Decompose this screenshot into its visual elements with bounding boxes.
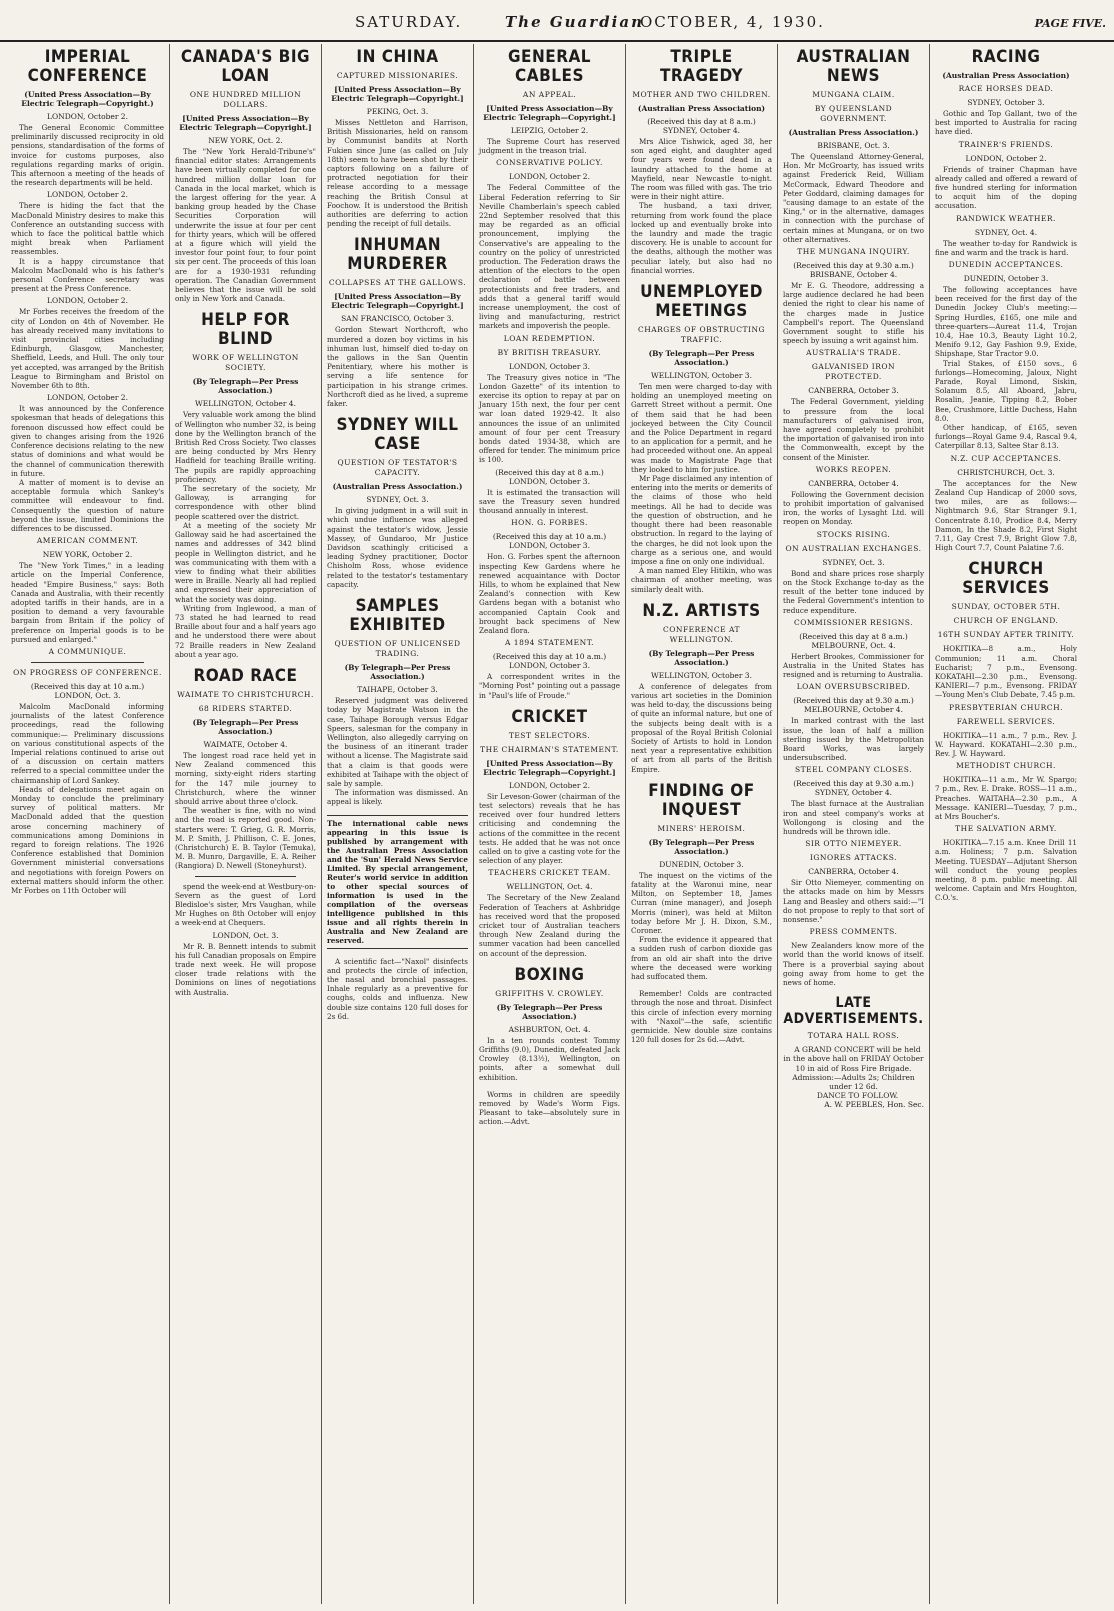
subheading: 68 RIDERS STARTED. [198, 703, 293, 713]
divider [31, 662, 144, 663]
dateline: DUNEDIN, October 3. [659, 859, 744, 869]
subheading: MINERS' HEROISM. [657, 823, 746, 833]
body-paragraph: At a meeting of the society Mr Galloway said he had ascertained the names and addresses of 342 blind people in Wellington district, and he was communicating with them with a view to finding what their abilities were in Braille. Nearly all had replied and expressed their appreciation of what the society was doing. [175, 520, 316, 604]
body-paragraph: The acceptances for the New Zealand Cup Handicap of 2000 sovs, two miles, are as follows:—Nightmarch 9.6, Star Stranger 9.1, Concentrate 8.10, Prodice 8.4, Merry Damon, In the Shade 8.2, First Sight 7.11, Gay Crest 7.9, Bright Glow 7.8, High Court 7.7, Count Palatine 7.6. [935, 478, 1077, 553]
body-paragraph: The Treasury gives notice in "The London Gazette" of its intention to exercise its option to repay at par on January 15th next, the four per cent war loan dated 1929-42. It also announces the issue of an unlimited amount of four per cent Treasury bonds dated 1934-38, which are offered for tender. The minimum price is 100. [479, 372, 620, 465]
subheading: PRESS COMMENTS. [809, 927, 898, 937]
subheading: QUESTION OF UNLICENSED TRADING. [334, 639, 461, 659]
article-triple-tragedy [631, 48, 772, 275]
subheading: RACE HORSES DEAD. [958, 84, 1054, 93]
subheading: AUSTRALIA'S TRADE. [806, 348, 901, 358]
newspaper-columns [6, 44, 1108, 1604]
wire-credit: [United Press Association—By Electric Telegraph—Copyright.] [331, 292, 464, 311]
dateline: LONDON, October 2. [47, 112, 128, 121]
dateline: WELLINGTON, Oct. 4. [506, 882, 593, 892]
column-6 [778, 44, 930, 1604]
headline: RACING [971, 47, 1041, 67]
notice-text: The international cable news appearing in this issue is published by arrangement with the Australian Press Association and the 'Sun' Herald News Service Limited. By special arrangement, Reuter's world service in addition to other special sources of information is used in the compilation of the overseas intelligence published in this issue and all rights therein in Australia and New Zealand are reserved. [327, 818, 468, 945]
headline: IN CHINA [356, 47, 439, 67]
wire-credit: (By Telegraph—Per Press Association.) [648, 648, 755, 667]
subheading: N.Z. CUP ACCEPTANCES. [950, 453, 1062, 463]
subheading: ON AUSTRALIAN EXCHANGES. [785, 543, 922, 553]
dateline: (Received this day at 10 a.m.) LONDON, October 3. [492, 652, 607, 671]
subheading: METHODIST CHURCH. [956, 761, 1056, 771]
wire-credit: [United Press Association—By Electric Telegraph—Copyright.] [483, 104, 616, 122]
wire-credit: (Australian Press Association.) [332, 482, 463, 492]
article-in-china [327, 48, 468, 228]
subheading: DUNEDIN ACCEPTANCES. [948, 260, 1064, 270]
divider [195, 876, 296, 877]
article-samples-exhibited [327, 597, 468, 806]
body-paragraph: The General Economic Committee preliminarily discussed reciprocity in old pensions, standardisation of the forms of invoice for customs purposes, also regulations regarding marks of origin. This afternoon a meeting of the heads of the research departments will be held. [11, 123, 164, 188]
article-racing [935, 48, 1077, 552]
headline: N.Z. ARTISTS [642, 600, 761, 621]
subheading: QUESTION OF TESTATOR'S CAPACITY. [337, 458, 458, 478]
body-paragraph: Mr R. B. Bennett intends to submit his full Canadian proposals on Empire trade next week. He will propose closer trade relations with the Dominions on lines of negotiations with Australia. [175, 941, 316, 997]
article-imperial-conference [11, 48, 164, 895]
dateline: CANBERRA, October 4. [808, 478, 899, 488]
subheading: GALVANISED IRON PROTECTED. [811, 362, 896, 382]
wire-credit: (United Press Association—By Electric Telegraph—Copyright.) [21, 90, 154, 108]
body-paragraph: Reserved judgment was delivered today by Magistrate Watson in the case, Taihape Borough versus Edgar Speers, salesman for the company in Wellington, also allegedly carrying on the business of an itinerant trader without a license. The Magistrate said that a claim is that goods were exhibited at Taihape with the object of sale by sample. [327, 696, 468, 788]
subheading: GRIFFITHS V. CROWLEY. [495, 988, 604, 998]
masthead-date: OCTOBER, 4, 1930. [640, 13, 825, 31]
subheading: STOCKS RISING. [816, 529, 891, 539]
headline: INHUMAN MURDERER [347, 235, 448, 275]
subheading: COLLAPSES AT THE GALLOWS. [328, 278, 467, 288]
body-paragraph: Sir Otto Niemeyer, commenting on the attacks made on him by Messrs Lang and Beasley and others said:—"I do not propose to reply to that sort of nonsense." [783, 878, 924, 924]
body-paragraph: A conference of delegates from various art societies in the Dominion was held to-day, the discussions being of quite an informal nature, but one of the subjects being dealt with is a proposal of the Royal British Colonial Society of Artists to hold in London next year a representative exhibition of art from all parts of the British Empire. [631, 681, 772, 774]
wire-credit: [United Press Association—By Electric Telegraph—Copyright.] [179, 114, 312, 132]
body-paragraph: The information was dismissed. An appeal is likely. [327, 788, 468, 807]
dateline: WELLINGTON, October 3. [651, 670, 752, 680]
dateline: SYDNEY, Oct. 3. [822, 557, 885, 567]
article-sydney-will-case [327, 416, 468, 589]
dateline: TAIHAPE, October 3. [357, 685, 438, 695]
wire-credit: (Australian Press Association) [942, 71, 1070, 80]
headline: IMPERIAL CONFERENCE [27, 47, 148, 86]
body-paragraph: The Federal Government, yielding to pressure from the local manufacturers of galvanised iron, have agreed completely to prohibit the importation of galvanised iron into the Commonwealth, except by the consent of the Minister. [783, 397, 924, 462]
headline: HELP FOR BLIND [201, 310, 290, 350]
body-paragraph: Friends of trainer Chapman have already called and offered a reward of five hundred sterling for information to acquit him of the doping accusation. [935, 164, 1077, 211]
dateline: (Received this day at 10 a.m.) LONDON, Oct. 3. [30, 681, 145, 700]
article-general-cables [479, 48, 620, 700]
article-finding-of-inquest [631, 782, 772, 981]
dateline: LEIPZIG, October 2. [510, 126, 589, 135]
subheading: TRAINER'S FRIENDS. [958, 139, 1054, 149]
wire-credit: (Australian Press Association.) [788, 128, 919, 137]
subheading: SIR OTTO NIEMEYER. [805, 839, 902, 849]
subheading: LOAN REDEMPTION. [503, 333, 596, 343]
body-paragraph: The following acceptances have been received for the first day of the Dunedin Jockey Club's meeting:— Spring Hurdles, £165, one mile and three-quarters—Aureat 11.4, Trojan 10.4, Hae 10.3, Beauty Light 10.2, Menifo 9.12, Gay Fashion 9.9, Exide, Shipshape, Star Tractor 9.0. [935, 285, 1077, 359]
body-paragraph: Mr Page disclaimed any intention of entering into the merits or demerits of the claims of those who held meetings. All he had to decide was the question of obstruction, and he thought there had been reasonable obstruction. In regard to the laying of the charges, he did not look upon the charge as a serious one, and would impose a fine on only one individual. [631, 474, 772, 566]
body-paragraph: The Supreme Court has reserved judgment in the treason trial. [479, 137, 620, 156]
body-paragraph: The "New York Herald-Tribune's" financial editor states: Arrangements have been virtually completed for one hundred million dollar loan for Canada in the local market, which is the largest offering for the year. A banking group headed by the Chase Securities Corporation will underwrite the issue at four per cent for thirty years, which will be offered at a figure which will yield the investor four point four, to four point six per cent. The proceeds of this loan are for a 1930-1931 refunding operation. The Canadian Government believes that the issue will be sold only in New York and Canada. [175, 147, 316, 304]
wire-credit: (By Telegraph—Per Press Association.) [648, 837, 755, 856]
subheading: 16TH SUNDAY AFTER TRINITY. [937, 630, 1075, 640]
body-paragraph: The husband, a taxi driver, returning from work found the place locked up and eventually broke into the laundry and made the tragic discovery. He is unable to account for the deaths, although the mother was peculiar lately, but also had no financial worries. [631, 201, 772, 275]
body-paragraph: spend the week-end at Westbury-on-Severn as the guest of Lord Bledisloe's sister, Mrs Vaughan, while Mr Hughes on 8th October will enjoy a week-end at Chequers. [175, 881, 316, 928]
subheading: HON. G. FORBES. [511, 518, 588, 528]
cable-news-notice [327, 815, 468, 949]
article-australian-news [783, 48, 924, 987]
body-paragraph: The Secretary of the New Zealand Federation of Teachers at Ashbridge has received word that the proposed cricket tour of Australian teachers through New Zealand during the summer vacation had been cancelled on account of the depression. [479, 893, 620, 958]
dateline: LONDON, October 2. [509, 172, 590, 182]
advertisement-text: Worms in children are speedily removed by Wade's Worm Figs. Pleasant to take—absolutely sure in action.—Advt. [479, 1089, 620, 1127]
dateline: SYDNEY, Oct. 4. [974, 227, 1038, 237]
advertisement-naxol [631, 989, 772, 1044]
body-paragraph: Herbert Brookes, Commissioner for Australia in the United States has resigned and is returning to Australia. [783, 651, 924, 680]
body-paragraph: Ten men were charged to-day with holding an unemployed meeting on Garrett Street without a permit. One of them said that he had been jockeyed between the City Council and the Police Department in regard to an application for a permit, and he had proceeded without one. An appeal was made to Magistrate Page that they looked to him for justice. [631, 382, 772, 474]
body-paragraph: The Federal Committee of the Liberal Federation referring to Sir Neville Chamberlain's speech cabled 22nd September resolved that this may be regarded as an official pronouncement, implying the Conservative's are appealing to the country on the policy of unrestricted production. The Federation draws the attention of the electors to the open declaration of battle between protectionists and free traders, and adds that a general tariff would increase unemployment, the cost of living and manufacturing, restrict markets and impoverish the people. [479, 183, 620, 331]
body-paragraph: Bond and share prices rose sharply on the Stock Exchange to-day as the result of the better tone induced by the Federal Government's intention to reduce expenditure. [783, 568, 924, 615]
dateline: (Received this day at 8 a.m.) LONDON, October 3. [495, 467, 604, 486]
subheading: RANDWICK WEATHER. [956, 213, 1056, 223]
masthead-page-number: PAGE FIVE. [1034, 17, 1106, 30]
body-paragraph: HOKITIKA—7.15 a.m. Knee Drill 11 a.m. Holiness; 7 p.m. Salvation Meeting. TUESDAY—Adjutant Sherson will conduct the young peoples meeting, 8 p.m. public meeting. All welcome. Captain and Mrs Houghton, C.O.'s. [935, 838, 1077, 903]
dateline: DUNEDIN, October 3. [963, 274, 1049, 284]
body-paragraph: Mrs Alice Tishwick, aged 38, her son aged eight, and daughter aged four years were found dead in a laundry attached to the home at Mayfield, near Newcastle to-night. The room was filled with gas. The trio were in their night attire. [631, 137, 772, 202]
dateline: ASHBURTON, Oct. 4. [508, 1024, 591, 1034]
subheading: CONSERVATIVE POLICY. [496, 158, 603, 168]
dateline: WAIMATE, October 4. [203, 739, 288, 749]
dateline: (Received this day at 10 a.m.) LONDON, October 3. [492, 532, 607, 551]
subheading: CAPTURED MISSIONARIES. [336, 71, 459, 80]
body-paragraph: The "New York Times," in a leading article on the Imperial Conference, headed "Empire Business," says: Both Canada and Australia, with their recently adopted tariffs in their hands, are in a position to demand a very favourable bargain from Britain if the policy of preference on Imperial goods is to be pursued and enlarged." [11, 561, 164, 644]
body-paragraph: A correspondent writes in the "Morning Post" pointing out a passage in "Paul's life of Froude." [479, 672, 620, 700]
subheading: FAREWELL SERVICES. [956, 716, 1056, 726]
body-paragraph: The blast furnace at the Australian iron and steel company's works at Wollongong is closing and the hundreds will be thrown idle. [783, 799, 924, 836]
dateline: LONDON, October 2. [47, 393, 128, 403]
wire-credit: (By Telegraph—Per Press Association.) [496, 1002, 603, 1021]
body-paragraph: In giving judgment in a will suit in which undue influence was alleged against the testator's widow, Jessie Massey, of Gundaroo, Mr Justice Davidson scathingly criticised a leading Sydney practitioner, Doctor Chisholm Ross, whose evidence related to the testator's testamentary capacity. [327, 506, 468, 589]
advertisement-text: DANCE TO FOLLOW. [816, 1091, 899, 1101]
dateline: NEW YORK, October 2. [42, 550, 133, 560]
headline: BOXING [514, 964, 585, 985]
body-paragraph: Gothic and Top Gallant, two of the best imported to Australia for racing have died. [935, 109, 1077, 137]
headline: GENERAL CABLES [507, 47, 592, 86]
body-paragraph: HOKITIKA—8 a.m., Holy Communion; 11 a.m. Choral Eucharist; 7 p.m., Evensong. KOKATAHI—2.30 p.m., Evensong. KANIERI—7 p.m., Evensong. FRIDAY—Young Men's Club Debate, 7.45 p.m. [935, 644, 1077, 700]
body-paragraph: The inquest on the victims of the fatality at the Waronui mine, near Milton, on September 18, James Curran (mine manager), and Joseph Morris (miner), was held at Milton today before Mr J. H. Dixon, S.M., Coroner. [631, 870, 772, 935]
subheading: WORKS REOPEN. [815, 464, 892, 474]
article-boxing [479, 966, 620, 1082]
wire-credit: [United Press Association—By Electric Telegraph—Copyright.] [483, 758, 616, 777]
dateline: BRISBANE, Oct. 3. [817, 141, 890, 150]
body-paragraph: Sir Leveson-Gower (chairman of the test selectors) reveals that he has received over four hundred letters criticising and condemning the actions of the committee in the recent tests. He added that he was not once called on to give a casting vote for the selection of any player. [479, 791, 620, 866]
body-paragraph: New Zealanders know more of the world than the world knows of itself. There is a proverbial saying about going away from home to get the news of home. [783, 941, 924, 987]
subheading: AMERICAN COMMENT. [36, 536, 139, 546]
body-paragraph: A man named Eley Hitikin, who was chairman of another meeting, was similarly dealt with. [631, 566, 772, 594]
column-3 [322, 44, 474, 1604]
subheading: TEACHERS CRICKET TEAM. [488, 868, 611, 878]
article-inhuman-murderer [327, 236, 468, 408]
body-paragraph: From the evidence it appeared that a sudden rush of carbon dioxide gas from an old air shaft into the drive where the deceased were working had suffocated them. [631, 935, 772, 981]
dateline: (Received this day at 9.30 a.m.) BRISBANE, October 4. [793, 261, 914, 280]
subheading: BY BRITISH TREASURY. [497, 347, 602, 357]
late-advertisements [783, 995, 924, 1109]
body-paragraph: The Queensland Attorney-General, Hon. Mr McGroarty, has issued writs against Frederick Reid, William McCormack, Edward Theodore and Peter Goddard, claiming damages for "causing damage to an estate of the King," or in the alternative, damages in connection with the purchase of certain mines at Mungana, or on two other alternatives. [783, 152, 924, 244]
subheading: CHARGES OF OBSTRUCTING TRAFFIC. [637, 325, 766, 345]
masthead [0, 0, 1114, 42]
dateline: WELLINGTON, October 4. [195, 399, 296, 409]
advertisement-text: Remember! Colds are contracted through the nose and throat. Disinfect this circle of infection every morning with "Naxol"—the safe, scientific germicide. New double size contains 120 full doses for 2s 6d.—Advt. [631, 989, 772, 1045]
advertisement-text: A scientific fact—"Naxol" disinfects and protects the circle of infection, the nasal and bronchial passages. Inhale regularly as a preventive for coughs, colds and influenza. New double size contains 120 full doses for 2s 6d. [327, 956, 468, 1021]
headline: UNEMPLOYED MEETINGS [640, 282, 763, 322]
dateline: SYDNEY, Oct. 3. [366, 495, 429, 505]
body-paragraph: Mr Forbes receives the freedom of the city of London on 4th of November. He has already received many invitations to visit provincial cities including Edinburgh, Glasgow, Manchester, Sheffield, Leeds, and Hull. The only tour yet accepted, was arranged by the British League to Birmingham and Bristol on November 6th to 8th. [11, 307, 164, 391]
masthead-paper-title: The Guardian [505, 13, 644, 31]
advertisement-heading: TOTARA HALL ROSS. [807, 1031, 900, 1041]
body-paragraph: It is a happy circumstance that Malcolm MacDonald who is his father's personal Conference secretary was present at the Press Conference. [11, 256, 164, 294]
headline: CRICKET [511, 706, 588, 727]
dateline: LONDON, October 2. [47, 190, 128, 200]
article-cricket [479, 708, 620, 958]
body-paragraph: The longest road race held yet in New Zealand commenced this morning, sixty-eight riders starting for the 147 mile journey to Christchurch, where the winner should arrive about three o'clock. [175, 750, 316, 806]
section-heading: LATE ADVERTISEMENTS. [783, 995, 924, 1028]
article-road-race [175, 667, 316, 997]
subheading: CHURCH OF ENGLAND. [953, 616, 1059, 626]
subheading: SUNDAY, OCTOBER 5TH. [951, 602, 1061, 612]
column-7 [930, 44, 1082, 1604]
dateline: LONDON, October 2. [509, 780, 590, 790]
headline: SAMPLES EXHIBITED [349, 596, 446, 636]
subheading: COMMISSIONER RESIGNS. [793, 617, 914, 627]
body-paragraph: The weather to-day for Randwick is fine and warm and the track is hard. [935, 238, 1077, 257]
subheading: A COMMUNIQUE. [48, 646, 127, 656]
masthead-day: SATURDAY. [355, 13, 463, 31]
wire-credit: (By Telegraph—Per Press Association.) [192, 717, 299, 736]
body-paragraph: Hon. G. Forbes spent the afternoon inspecting Kew Gardens where he renewed acquaintance with Doctor Hills, to whom he explained that New Zealand's connection with Kew Gardens began with a botanist who accompanied Captain Cook and brought back specimens of New Zealand flora. [479, 552, 620, 635]
body-paragraph: Malcolm MacDonald informing journalists of the latest Conference proceedings, read the following communique:— Preliminary discussions on various constitutional aspects of the Imperial relations continued to arise out of a discussion on certain matters referred to a special committee under the chairmanship of Lord Sankey. [11, 701, 164, 785]
headline: TRIPLE TRAGEDY [659, 47, 744, 86]
subheading: THE MUNGANA INQUIRY. [797, 247, 910, 257]
subheading: TEST SELECTORS. [508, 730, 591, 740]
subheading: WORK OF WELLINGTON SOCIETY. [192, 353, 299, 373]
article-unemployed-meetings [631, 283, 772, 594]
body-paragraph: In marked contrast with the last issue, the loan of half a million sterling issued by the Metropolitan Board Works, was largely undersubscribed. [783, 716, 924, 763]
body-paragraph: A matter of moment is to devise an acceptable formula which Sankey's committee will endeavour to find. Consequently the question of nature beyond the issue, limited Dominions the differences to be discussed. [11, 477, 164, 533]
dateline: LONDON, October 2. [47, 296, 128, 306]
wire-credit: (By Telegraph—Per Press Association.) [648, 349, 755, 368]
subheading: WAIMATE TO CHRISTCHURCH. [177, 689, 314, 699]
advertisement-worm-figs [479, 1090, 620, 1127]
article-canadas-big-loan [175, 48, 316, 303]
subheading: AN APPEAL. [522, 90, 577, 99]
body-paragraph: Other handicap, of £165, seven furlongs—Royal Game 9.4, Rascal 9.4, Caterpillar 8.13, Saltee Star 8.13. [935, 423, 1077, 451]
headline: CANADA'S BIG LOAN [180, 47, 311, 86]
body-paragraph: The weather is fine, with no wind and the road is reported good. Non-starters were: T. Grieg, G. R. Morris, M. P. Smith, J. Phillison, C. E. Jones, (Christchurch) E. B. Taylor (Temuka), M. B. Munro, Dargaville, E. A. Reiher (Rangiora) D. Newell (Stoneyhurst). [175, 806, 316, 871]
headline: AUSTRALIAN NEWS [796, 47, 911, 86]
article-help-for-blind [175, 311, 316, 658]
wire-credit: (By Telegraph—Per Press Association.) [344, 663, 451, 682]
column-5 [626, 44, 778, 1604]
subheading: ON PROGRESS OF CONFERENCE. [13, 667, 162, 677]
headline: CHURCH SERVICES [962, 559, 1050, 599]
column-1 [6, 44, 170, 1604]
subheading: MOTHER AND TWO CHILDREN. [632, 90, 771, 99]
column-4 [474, 44, 626, 1604]
subheading: CONFERENCE AT WELLINGTON. [663, 624, 740, 644]
headline: ROAD RACE [193, 665, 298, 686]
dateline: (Received this day at 8 a.m.) SYDNEY, October 4. [647, 117, 756, 135]
subheading: A 1894 STATEMENT. [505, 638, 594, 648]
body-paragraph: HOKITIKA—11 a.m., Mr W. Spargo; 7 p.m., Rev. E. Drake. ROSS—11 a.m., Preaches. WAITAHA—2.30 p.m., A Message. KANIERI—Tuesday, 7 p.m., at Mrs Boucher's. [935, 775, 1077, 821]
article-nz-artists [631, 602, 772, 774]
headline: SYDNEY WILL CASE [336, 415, 459, 455]
body-paragraph: Gordon Stewart Northcroft, who murdered a dozen boy victims in his inhuman lust, himself died to-day on the gallows in the San Quentin Penitentiary, where his mother is serving a life sentence for participation in his strange crimes. Northcroft died as he lived, a supreme faker. [327, 325, 468, 409]
wire-credit: (Australian Press Association) [637, 104, 766, 113]
body-paragraph: HOKITIKA—11 a.m., 7 p.m., Rev. J. W. Hayward. KOKATAHI—2.30 p.m., Rev. J. W. Hayward. [935, 730, 1077, 758]
dateline: (Received this day at 9.30 a.m.) MELBOURNE, October 4. [793, 696, 914, 715]
body-paragraph: There is hiding the fact that the MacDonald Ministry desires to make this Conference an outstanding success with which to face the political battle which might break when Parliament reassembles. [11, 201, 164, 257]
body-paragraph: In a ten rounds contest Tommy Griffiths (9.0), Dunedin, defeated Jack Crowley (8.13½), Wellington, on points, after a somewhat dull exhibition. [479, 1035, 620, 1082]
dateline: NEW YORK, Oct. 2. [208, 136, 283, 145]
dateline: (Received this day at 8 a.m.) MELBOURNE, Oct. 4. [799, 631, 908, 650]
dateline: PEKING, Oct. 3. [366, 107, 429, 116]
advertisement-signature: A. W. PEEBLES, Hon. Sec. [824, 1100, 924, 1110]
body-paragraph: It is estimated the transaction will save the Treasury seven hundred thousand annually in interest. [479, 487, 620, 516]
dateline: SAN FRANCISCO, October 3. [341, 314, 454, 324]
subheading: IGNORES ATTACKS. [809, 853, 898, 863]
wire-credit: [United Press Association—By Electric Telegraph—Copyright.] [331, 85, 464, 103]
subheading: THE CHAIRMAN'S STATEMENT. [480, 744, 619, 754]
body-paragraph: Writing from Inglewood, a man of 73 stated he had learned to read Braille about four and a half years ago and he understood there were about 72 Braille readers in New Zealand about a year ago. [175, 603, 316, 659]
dateline: CANBERRA, October 4. [808, 867, 899, 877]
body-paragraph: Trial Stakes, of £150 sovs., 6 furlongs—Homecoming, Jaloux, Night Parade, Royal Limond, Siskin, Solanum 8.5, All Aboard, Jabru, Rosalin, Jeanie, Tipping 8.2, Bober Bee, Crushmore, Little Duchess, Hahn 8.0. [935, 358, 1077, 423]
dateline: CANBERRA, October 3. [808, 386, 899, 396]
dateline: LONDON, October 3. [509, 361, 590, 371]
article-church-services [935, 560, 1077, 902]
dateline: SYDNEY, October 3. [967, 98, 1045, 107]
subheading: THE SALVATION ARMY. [955, 824, 1057, 834]
subheading: PRESBYTERIAN CHURCH. [949, 702, 1063, 712]
body-paragraph: Heads of delegations meet again on Monday to conclude the preliminary survey of political matters. Mr MacDonald added that the question arose concerning machinery of communications among Dominions in regard to foreign relations. The 1926 Conference established that Dominion Government ministerial conversations and negotiations with foreign Powers on external matters should inform the other. Mr Forbes on 11th October will [11, 784, 164, 896]
subheading: MUNGANA CLAIM. [812, 90, 895, 99]
body-paragraph: Very valuable work among the blind of Wellington who number 32, is being done by the Wellington branch of the British Red Cross Society. Two classes are being conducted by Mrs Henry Hadfield for teaching Braille writing. The pupils are rapidly approaching proficiency. [175, 410, 316, 484]
column-2 [170, 44, 322, 1604]
wire-credit: (By Telegraph—Per Press Association.) [192, 377, 299, 396]
subheading: LOAN OVERSUBSCRIBED. [796, 682, 911, 692]
dateline: LONDON, Oct. 3. [212, 930, 279, 940]
advertisement-text: A GRAND CONCERT will be held in the above hall on FRIDAY October 10 in aid of Ross Fire Brigade. Admission:—Adults 2s; Children under 12 6d. [783, 1045, 924, 1091]
advertisement-naxol [327, 957, 468, 1021]
subheading: BY QUEENSLAND GOVERNMENT. [814, 104, 893, 123]
body-paragraph: Following the Government decision to prohibit importation of galvanised iron, the works of Lysaght Ltd. will reopen on Monday. [783, 489, 924, 527]
subheading: ONE HUNDRED MILLION DOLLARS. [189, 90, 302, 109]
dateline: CHRISTCHURCH, Oct. 3. [957, 467, 1055, 477]
dateline: LONDON, October 2. [965, 153, 1047, 163]
body-paragraph: Misses Nettleton and Harrison, British Missionaries, held on ransom by Communist bandits at North Fukien since June (as called on July 18th) seem to have been shot by their captors following on a failure of protracted negotiation for their release according to a message reaching the British Consul at Foochow. It is understood the British authorities are deferring to action pending the receipt of full details. [327, 118, 468, 229]
body-paragraph: Mr E. G. Theodore, addressing a large audience declared he had been denied the right to clear his name of the charges made in Justice Campbell's report. The Queensland Government sought to stifle his speech by issuing a writ against him. [783, 281, 924, 346]
headline: FINDING OF INQUEST [648, 780, 755, 820]
dateline: (Received this day at 9.30 a.m.) SYDNEY, October 4. [793, 779, 914, 798]
dateline: WELLINGTON, October 3. [651, 371, 752, 381]
subheading: STEEL COMPANY CLOSES. [795, 765, 912, 775]
body-paragraph: The secretary of the society, Mr Galloway, is arranging for correspondence with other blind people scattered over the district. [175, 484, 316, 521]
body-paragraph: It was announced by the Conference spokesman that heads of delegations this forenoon discussed how effect could be given to changes arising from the 1926 Conference decisions relating to the new status of dominions and what would be the channel of communication therewith in future. [11, 404, 164, 478]
